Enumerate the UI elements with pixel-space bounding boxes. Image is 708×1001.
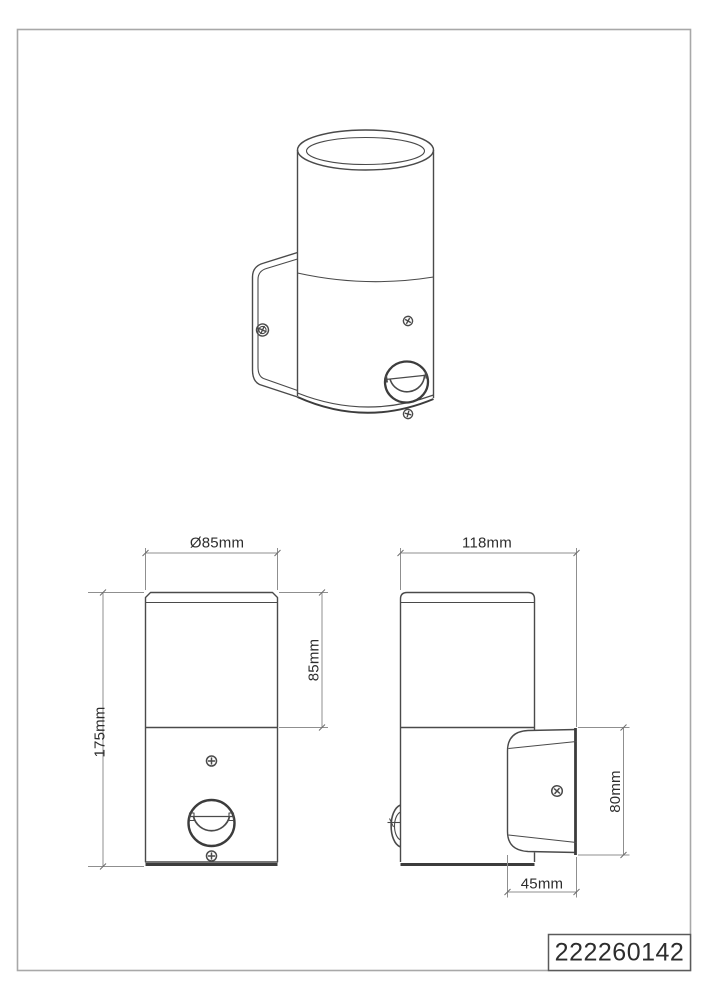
perspective-front-screw-icon: [402, 315, 415, 328]
side-bracket-height-label: 80mm: [607, 770, 624, 813]
part-number-box: [549, 935, 691, 971]
front-width-label: Ø85mm: [189, 534, 245, 552]
front-shade-height-label: 85mm: [305, 638, 323, 682]
front-total-height-label: 175mm: [91, 706, 109, 758]
front-motion-sensor: [189, 800, 235, 846]
top-rim-inner-edge: [307, 138, 425, 165]
side-depth-label: 118mm: [462, 534, 512, 552]
side-view-dimensions: [398, 535, 630, 898]
side-bracket-screw-icon: [550, 784, 565, 799]
dimension-side-bracket-depth: [505, 855, 580, 898]
dimension-side-bracket-height: [578, 725, 630, 859]
perspective-view: [253, 130, 434, 420]
part-number-text: 222260142: [554, 938, 685, 967]
sheet-frame-border: [18, 30, 691, 971]
perspective-bottom-screw-icon: [402, 408, 413, 419]
bracket-screw-icon: [255, 322, 271, 338]
front-upper-screw-icon: [207, 756, 217, 766]
front-lower-screw-icon: [207, 851, 217, 861]
front-view: [146, 593, 278, 865]
side-bracket-depth-label: 45mm: [520, 875, 564, 893]
side-wall-bracket: [508, 728, 577, 855]
perspective-wall-bracket: [253, 253, 298, 398]
dimension-front-total-height: [88, 590, 144, 870]
side-view: [388, 593, 577, 865]
dimension-front-width: [143, 535, 281, 591]
dimension-front-shade-height: [279, 590, 328, 731]
dimension-side-depth: [398, 535, 580, 728]
side-motion-sensor-bump: [388, 805, 402, 847]
front-view-dimensions: [88, 535, 328, 870]
perspective-cylinder: [298, 130, 434, 413]
diffuser-seam-line: [298, 273, 434, 282]
